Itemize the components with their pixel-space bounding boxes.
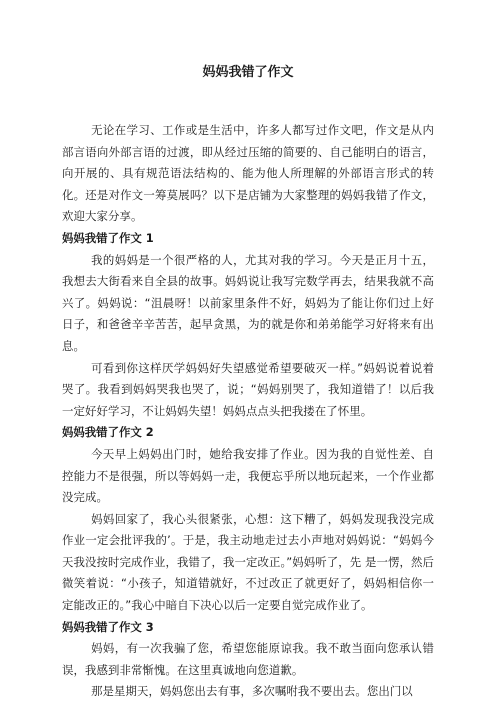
section-heading: 妈妈我错了作文 3	[62, 619, 154, 634]
body-paragraph: 那是星期天，妈妈您出去有事，多次嘱咐我不要出去。您出门以	[91, 684, 413, 699]
document-body	[62, 120, 434, 702]
intro-paragraph: 无论在学习、工作或是生活中，许多人都写过作文吧，作文是从内部言语向外部言语的过渡，即从经过压缩的简要的、自己能明白的语言，向开展的、具有规范语法结构的、能为他人所理解的外部语言形式的转化。还是对作文一筹莫展吗？以下是店铺为大家整理的妈妈我错了作文，欢迎大家分享。	[62, 123, 434, 224]
section-heading: 妈妈我错了作文 2	[62, 425, 154, 440]
body-paragraph: 可看到你这样厌学妈妈好失望感觉希望要破灭一样。”妈妈说着说着哭了。我看到妈妈哭我也哭了，说；“妈妈别哭了，我知道错了！以后我一定好好学习，不让妈妈失望！妈妈点点头把我搂在了怀里。	[62, 360, 434, 418]
body-paragraph: 今天早上妈妈出门时，她给我安排了作业。因为我的自觉性差、自控能力不是很强，所以等妈妈一走，我便忘乎所以地玩起来，一个作业都没完成。	[62, 446, 434, 505]
section-heading: 妈妈我错了作文 1	[62, 230, 154, 245]
body-paragraph: 我的妈妈是一个很严格的人，尤其对我的学习。今天是正月十五，我想去大街看来自全县的故事。妈妈说让我写完数学再去，结果我就不高兴了。妈妈说：“沮晨呀！以前家里条件不好，妈妈为了能让你们过上好日子，和爸爸辛辛苦苦，起早贪黑，为的就是你和弟弟能学习好将来有出息。	[62, 252, 434, 353]
document-title: 妈妈我错了作文	[202, 65, 294, 80]
body-paragraph: 妈妈，有一次我骗了您，希望您能原谅我。我不敢当面向您承认错误，我感到非常惭愧。在这里真诚地向您道歉。	[62, 641, 434, 677]
body-paragraph: 妈妈回家了，我心头很紧张，心想：这下糟了，妈妈发现我没完成作业一定会批评我的’。于是，我主动地走过去小声地对妈妈说：“妈妈今天我没按时完成作业，我错了，我一定改正。”妈妈听了，先 是一愣，然后微笑着说：“小孩子，知道错就好，不过改正了就更好了，妈妈相信你一定能改正的。”我心中暗自下决心以后一定要自觉完成作业了。	[62, 511, 434, 613]
